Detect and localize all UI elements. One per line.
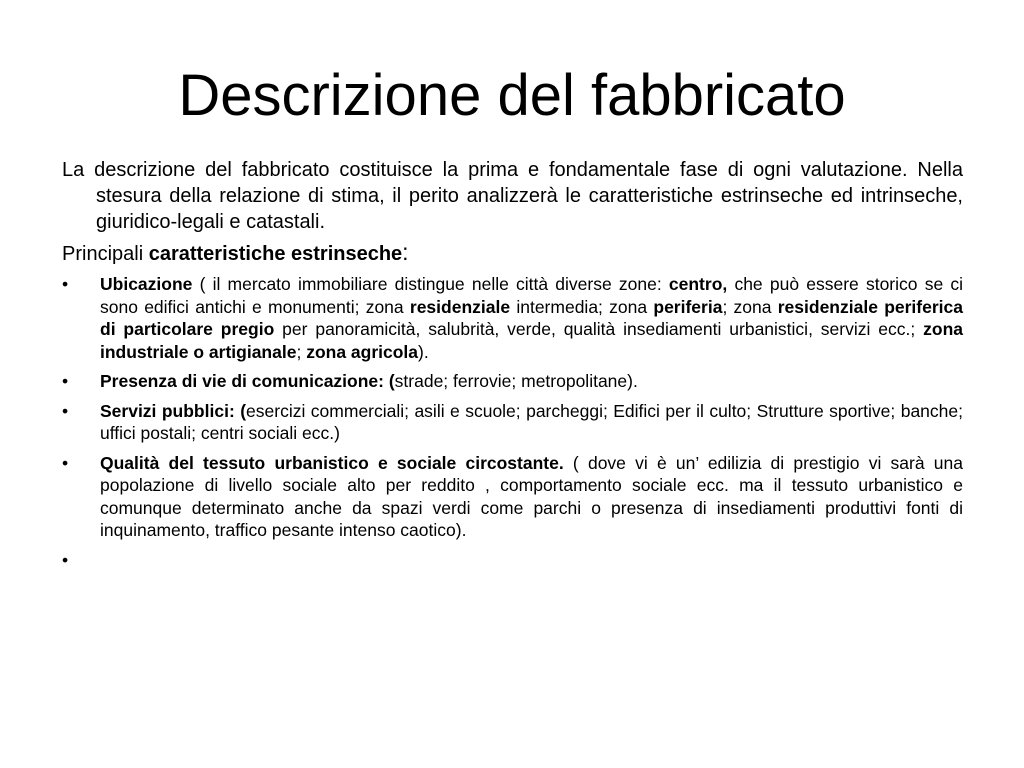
bullet-text: ; <box>296 341 307 362</box>
slide-body <box>62 157 963 578</box>
bullet-text: ( dove vi è un’ edilizia di prestigio vi sarà una popolazione di livello sociale alto per reddito , comportamento sociale ecc. ma il tessuto urbanistico e comunque determinato anche da spazi verdi come parchi o presenza di insediamenti produttivi fonti di inquinamento, traffico pesante intenso caotico). <box>100 452 963 540</box>
bullet-list <box>62 273 963 571</box>
section-subheading <box>62 239 963 267</box>
bullet-bold-text: Ubicazione <box>100 274 193 294</box>
bullet-item <box>62 452 963 542</box>
bullet-bold-text: residenziale <box>409 296 511 317</box>
bullet-item <box>62 273 963 363</box>
bullet-dot: • <box>62 400 69 421</box>
bullet-bold-text: Servizi pubblici: ( <box>100 400 247 421</box>
bullet-dot: • <box>62 371 69 391</box>
bullet-text: intermedia; zona <box>510 296 654 317</box>
bullet-item <box>62 549 963 571</box>
bullet-text: per panoramicità, salubrità, verde, qualità insediamenti urbanistici, servizi ecc.; <box>274 319 924 339</box>
subheading-prefix: Principali <box>62 243 149 265</box>
subheading-bold: caratteristiche estrinseche <box>148 243 403 265</box>
bullet-bold-text: periferia <box>653 296 723 317</box>
bullet-bold-text: zona industriale o artigianale <box>100 319 963 362</box>
bullet-text: che può essere storico se ci sono edifici antichi e monumenti; zona <box>100 274 963 317</box>
bullet-bold-text: zona agricola <box>306 341 419 362</box>
bullet-item <box>62 370 963 393</box>
bullet-item <box>62 400 963 445</box>
bullet-bold-text: centro, <box>668 274 728 294</box>
bullet-text: esercizi commerciali; asili e scuole; parcheggi; Edifici per il culto; Strutture sportive; banche; uffici postali; centri sociali ecc.) <box>100 400 963 443</box>
bullet-dot: • <box>62 274 69 294</box>
bullet-text: ( il mercato immobiliare distingue nelle città diverse zone: <box>192 274 669 294</box>
bullet-text: ). <box>418 341 429 362</box>
bullet-dot: • <box>62 549 69 570</box>
intro-paragraph: La descrizione del fabbricato costituisce la prima e fondamentale fase di ogni valutazione. Nella stesura della relazione di stima, il perito analizzerà le caratteristiche estrinseche ed intrinseche, giuridico-legali e catastali. <box>62 159 963 233</box>
bullet-text: ; zona <box>722 296 778 317</box>
bullet-bold-text: Presenza di vie di comunicazione: ( <box>100 371 395 391</box>
subheading-colon: : <box>402 239 409 265</box>
slide-title: Descrizione del fabbricato <box>178 63 846 128</box>
bullet-bold-text: residenziale periferica di particolare pregio <box>100 296 963 339</box>
bullet-dot: • <box>62 452 69 473</box>
bullet-text: strade; ferrovie; metropolitane). <box>394 371 638 391</box>
bullet-bold-text: Qualità del tessuto urbanistico e sociale circostante. <box>100 452 564 473</box>
